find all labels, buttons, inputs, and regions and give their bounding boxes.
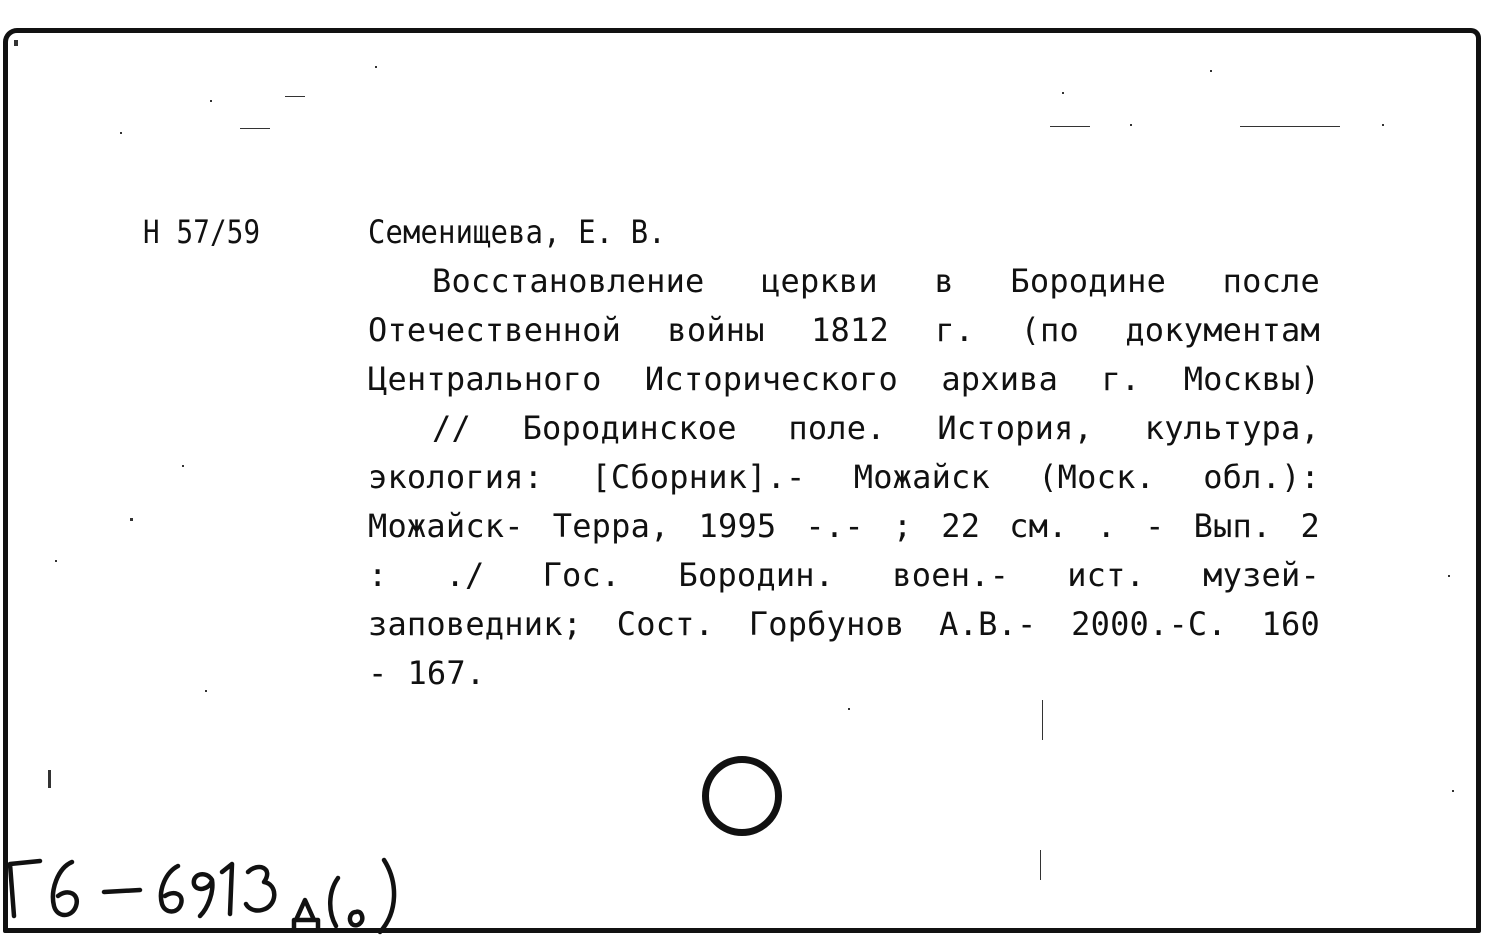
description-word: заповедник; <box>368 605 583 643</box>
scan-speck <box>1452 790 1454 792</box>
description-word: после <box>1222 262 1320 300</box>
punch-hole <box>702 756 782 836</box>
description-word: 167. <box>407 654 486 692</box>
description-word: (по <box>1020 311 1079 349</box>
description-word: Центрального <box>368 360 602 398</box>
description-word: Бородине <box>1010 262 1167 300</box>
description-word: Сост. <box>616 605 715 643</box>
description-word: Восстановление <box>432 262 705 300</box>
description-word: см. <box>1009 507 1068 545</box>
description-word: ; <box>892 507 913 545</box>
description-word: - <box>1145 507 1165 545</box>
scan-speck <box>240 128 270 129</box>
handwritten-note <box>0 820 430 935</box>
scan-speck <box>120 132 122 134</box>
description-word: 2000.-С. <box>1071 605 1227 643</box>
description-word: музей- <box>1203 556 1320 594</box>
scan-speck <box>1040 850 1041 880</box>
description-word: церкви <box>761 262 878 300</box>
description-line <box>368 257 1320 306</box>
description-line <box>368 355 1320 404</box>
description-word: 1995 <box>698 507 777 545</box>
description-word: Отечественной <box>368 311 622 349</box>
description-word: : <box>368 556 388 594</box>
description-word: // <box>432 409 471 447</box>
scan-speck <box>848 708 850 710</box>
description-word: г. <box>1101 360 1141 398</box>
scan-speck <box>205 690 207 692</box>
scan-speck <box>1130 124 1132 126</box>
description-word: ист. <box>1067 556 1146 594</box>
description-word: 160 <box>1261 605 1320 643</box>
description-word: г. <box>935 311 975 349</box>
author-heading: Семенищева, Е. В. <box>368 213 666 251</box>
description-word: Горбунов <box>748 605 905 643</box>
description-word: Бородинское <box>522 409 737 447</box>
description-word: культура, <box>1144 409 1320 447</box>
scan-speck <box>1382 124 1384 126</box>
description-line <box>368 306 1320 355</box>
description-word: . <box>1096 507 1117 545</box>
scan-speck <box>1050 126 1090 127</box>
scan-speck <box>375 66 377 68</box>
description-word: Терра, <box>552 507 670 545</box>
scan-speck <box>130 518 133 521</box>
scan-speck <box>1210 70 1212 72</box>
description-line <box>368 404 1320 453</box>
scan-speck <box>1240 126 1340 127</box>
description-word: Гос. <box>542 556 621 594</box>
scan-speck <box>182 465 184 467</box>
description-word: (Моск. <box>1038 458 1155 496</box>
description-word: А.В.- <box>939 605 1037 643</box>
description-line <box>368 502 1320 551</box>
scan-speck <box>1448 575 1450 577</box>
description-word: -.- <box>805 507 864 545</box>
description-word: Вып. <box>1193 507 1272 545</box>
description-word: - <box>368 654 388 692</box>
scan-speck <box>48 770 51 788</box>
scan-speck <box>285 96 305 97</box>
description-line <box>368 453 1320 502</box>
description-word: в <box>934 262 954 300</box>
description-word: документам <box>1125 311 1320 349</box>
description-word: воен.- <box>892 556 1010 594</box>
bibliographic-description <box>368 257 1320 698</box>
scan-speck <box>1042 700 1043 740</box>
description-word: Бородин. <box>678 556 835 594</box>
scan-speck <box>55 560 57 562</box>
description-word: Исторического <box>644 360 898 398</box>
description-word: архива <box>941 360 1059 398</box>
shelfmark: Н 57/59 <box>143 213 261 251</box>
description-line <box>368 649 1320 698</box>
description-word: 22 <box>941 507 981 545</box>
description-word: Москвы) <box>1183 360 1320 398</box>
description-word: поле. <box>788 409 886 447</box>
description-line <box>368 600 1320 649</box>
description-word: История, <box>937 409 1094 447</box>
description-word: Можайск <box>853 458 990 496</box>
description-word: войны <box>667 311 765 349</box>
description-line <box>368 551 1320 600</box>
scan-speck <box>210 100 212 102</box>
description-word: обл.): <box>1203 458 1320 496</box>
description-word: 1812 <box>811 311 889 349</box>
scan-speck <box>14 40 18 46</box>
description-word: Можайск- <box>368 507 524 545</box>
description-word: ./ <box>445 556 485 594</box>
description-word: экология: <box>368 458 544 496</box>
description-word: 2 <box>1300 507 1320 545</box>
description-word: [Сборник].- <box>591 458 806 496</box>
scan-speck <box>1062 92 1064 94</box>
